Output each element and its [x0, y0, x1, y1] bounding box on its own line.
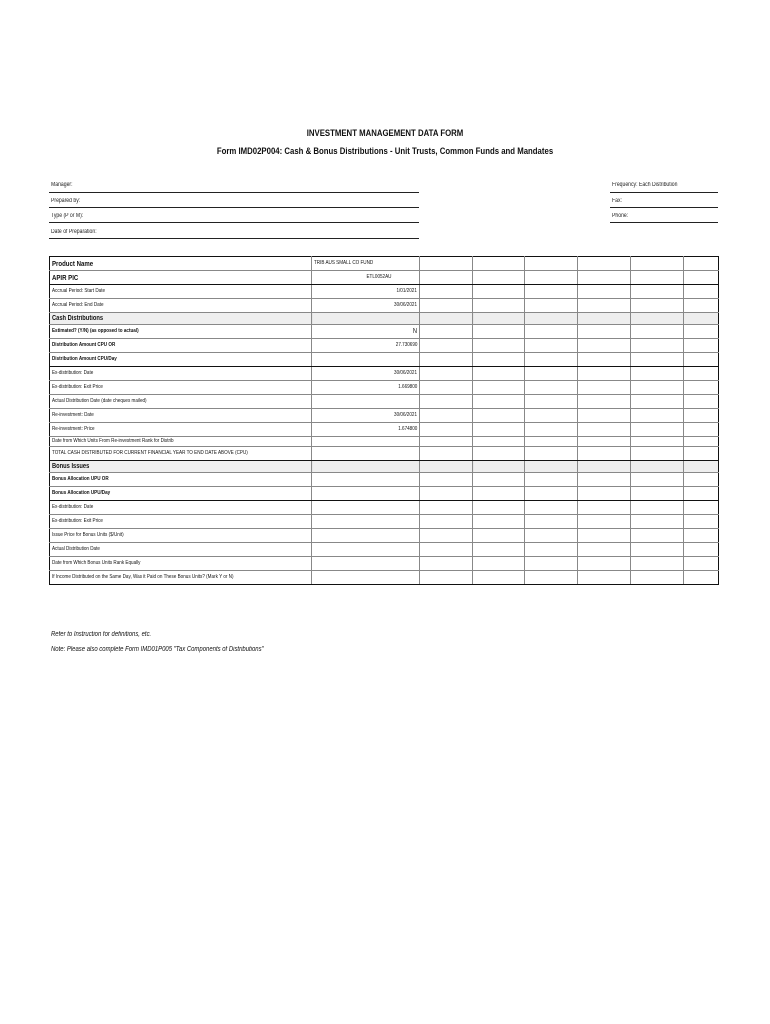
complete-form-note: Note: Please also complete Form IMD01P005 "Tax Components of Distributions" — [51, 646, 264, 653]
estimated-label: Estimated? (Y/N) (as opposed to actual) — [50, 325, 312, 339]
form-subtitle: Form IMD02P004: Cash & Bonus Distributions - Unit Trusts, Common Funds and Mandates — [216, 146, 554, 157]
table-row — [50, 501, 719, 515]
table-row — [50, 381, 719, 395]
type-label: Type (P or M): — [51, 213, 84, 219]
accrual-start-value[interactable]: 1/01/2021 — [312, 285, 420, 299]
table-row — [50, 285, 719, 299]
section-header-cash — [50, 313, 719, 325]
reinvest-price-value[interactable]: 1.674800 — [312, 423, 420, 437]
manager-label: Manager: — [51, 182, 73, 188]
type-line[interactable] — [49, 222, 419, 223]
actual-distribution-date-label: Actual Distribution Date (date cheques mailed) — [50, 395, 312, 409]
bonus-upu-day-label: Bonus Allocation UPU/Day — [50, 487, 312, 501]
estimated-value[interactable]: N — [312, 325, 420, 339]
apir-pic-label: APIR PIC — [50, 271, 312, 285]
table-row — [50, 367, 719, 381]
phone-label: Phone: — [612, 213, 629, 219]
product-name-label: Product Name — [50, 257, 312, 271]
reinvest-date-value[interactable]: 30/06/2021 — [312, 409, 420, 423]
table-row — [50, 571, 719, 585]
table-row — [50, 515, 719, 529]
product-name-value[interactable]: TRIB AUS SMALL CO FUND — [312, 257, 420, 271]
fax-line[interactable] — [610, 207, 718, 208]
manager-line[interactable] — [49, 192, 419, 193]
total-cash-label: TOTAL CASH DISTRIBUTED FOR CURRENT FINANCIAL YEAR TO END DATE ABOVE (CPU) — [50, 447, 312, 461]
prepared-by-label: Prepared by: — [51, 198, 81, 204]
table-row — [50, 423, 719, 437]
accrual-end-label: Accrual Period: End Date — [50, 299, 312, 313]
issue-price-label: Issue Price for Bonus Units ($/Unit) — [50, 529, 312, 543]
bonus-upu-label: Bonus Allocation UPU OR — [50, 473, 312, 487]
table-row — [50, 353, 719, 367]
date-of-preparation-label: Date of Preparation: — [51, 229, 97, 235]
same-day-label: If Income Distributed on the Same Day, Was it Paid on These Bonus Units? (Mark Y or N) — [50, 571, 312, 585]
table-row — [50, 487, 719, 501]
bonus-issues-heading: Bonus Issues — [50, 461, 312, 473]
ex-date-value[interactable]: 30/06/2021 — [312, 367, 420, 381]
bonus-ex-date-label: Ex-distribution: Date — [50, 501, 312, 515]
date-of-preparation-line[interactable] — [49, 238, 419, 239]
reinvest-price-label: Re-investment: Price — [50, 423, 312, 437]
prepared-by-line[interactable] — [49, 207, 419, 208]
ex-date-label: Ex-distribution: Date — [50, 367, 312, 381]
apir-pic-value[interactable]: ETL0052AU — [312, 271, 420, 285]
bonus-ex-price-label: Ex-distribution: Exit Price — [50, 515, 312, 529]
table-row — [50, 299, 719, 313]
cash-distributions-heading: Cash Distributions — [50, 313, 312, 325]
bonus-actual-date-label: Actual Distribution Date — [50, 543, 312, 557]
table-row — [50, 339, 719, 353]
bonus-rank-date-label: Date from Which Bonus Units Rank Equally — [50, 557, 312, 571]
table-row — [50, 409, 719, 423]
phone-line[interactable] — [610, 222, 718, 223]
instruction-note: Refer to Instruction for definitions, etc. — [51, 631, 152, 638]
table-row — [50, 529, 719, 543]
distribution-cpu-label: Distribution Amount CPU OR — [50, 339, 312, 353]
form-title: INVESTMENT MANAGEMENT DATA FORM — [306, 128, 464, 139]
table-row — [50, 325, 719, 339]
rank-date-label: Date from Which Units From Re-investment Rank for Distrib — [50, 437, 312, 447]
table-row — [50, 447, 719, 461]
table-row — [50, 257, 719, 271]
reinvest-date-label: Re-investment: Date — [50, 409, 312, 423]
ex-price-value[interactable]: 1.669800 — [312, 381, 420, 395]
distribution-table — [49, 256, 719, 585]
table-row — [50, 557, 719, 571]
ex-price-label: Ex-distribution: Exit Price — [50, 381, 312, 395]
accrual-end-value[interactable]: 30/06/2021 — [312, 299, 420, 313]
distribution-cpu-value[interactable]: 27.730690 — [312, 339, 420, 353]
table-row — [50, 473, 719, 487]
table-row — [50, 271, 719, 285]
distribution-cpu-day-label: Distribution Amount CPU/Day — [50, 353, 312, 367]
section-header-bonus — [50, 461, 719, 473]
table-row — [50, 437, 719, 447]
frequency-line — [610, 192, 718, 193]
frequency-label: Frequency: Each Distribution — [612, 182, 678, 188]
table-row — [50, 395, 719, 409]
accrual-start-label: Accrual Period: Start Date — [50, 285, 312, 299]
fax-label: Fax: — [612, 198, 622, 204]
table-row — [50, 543, 719, 557]
